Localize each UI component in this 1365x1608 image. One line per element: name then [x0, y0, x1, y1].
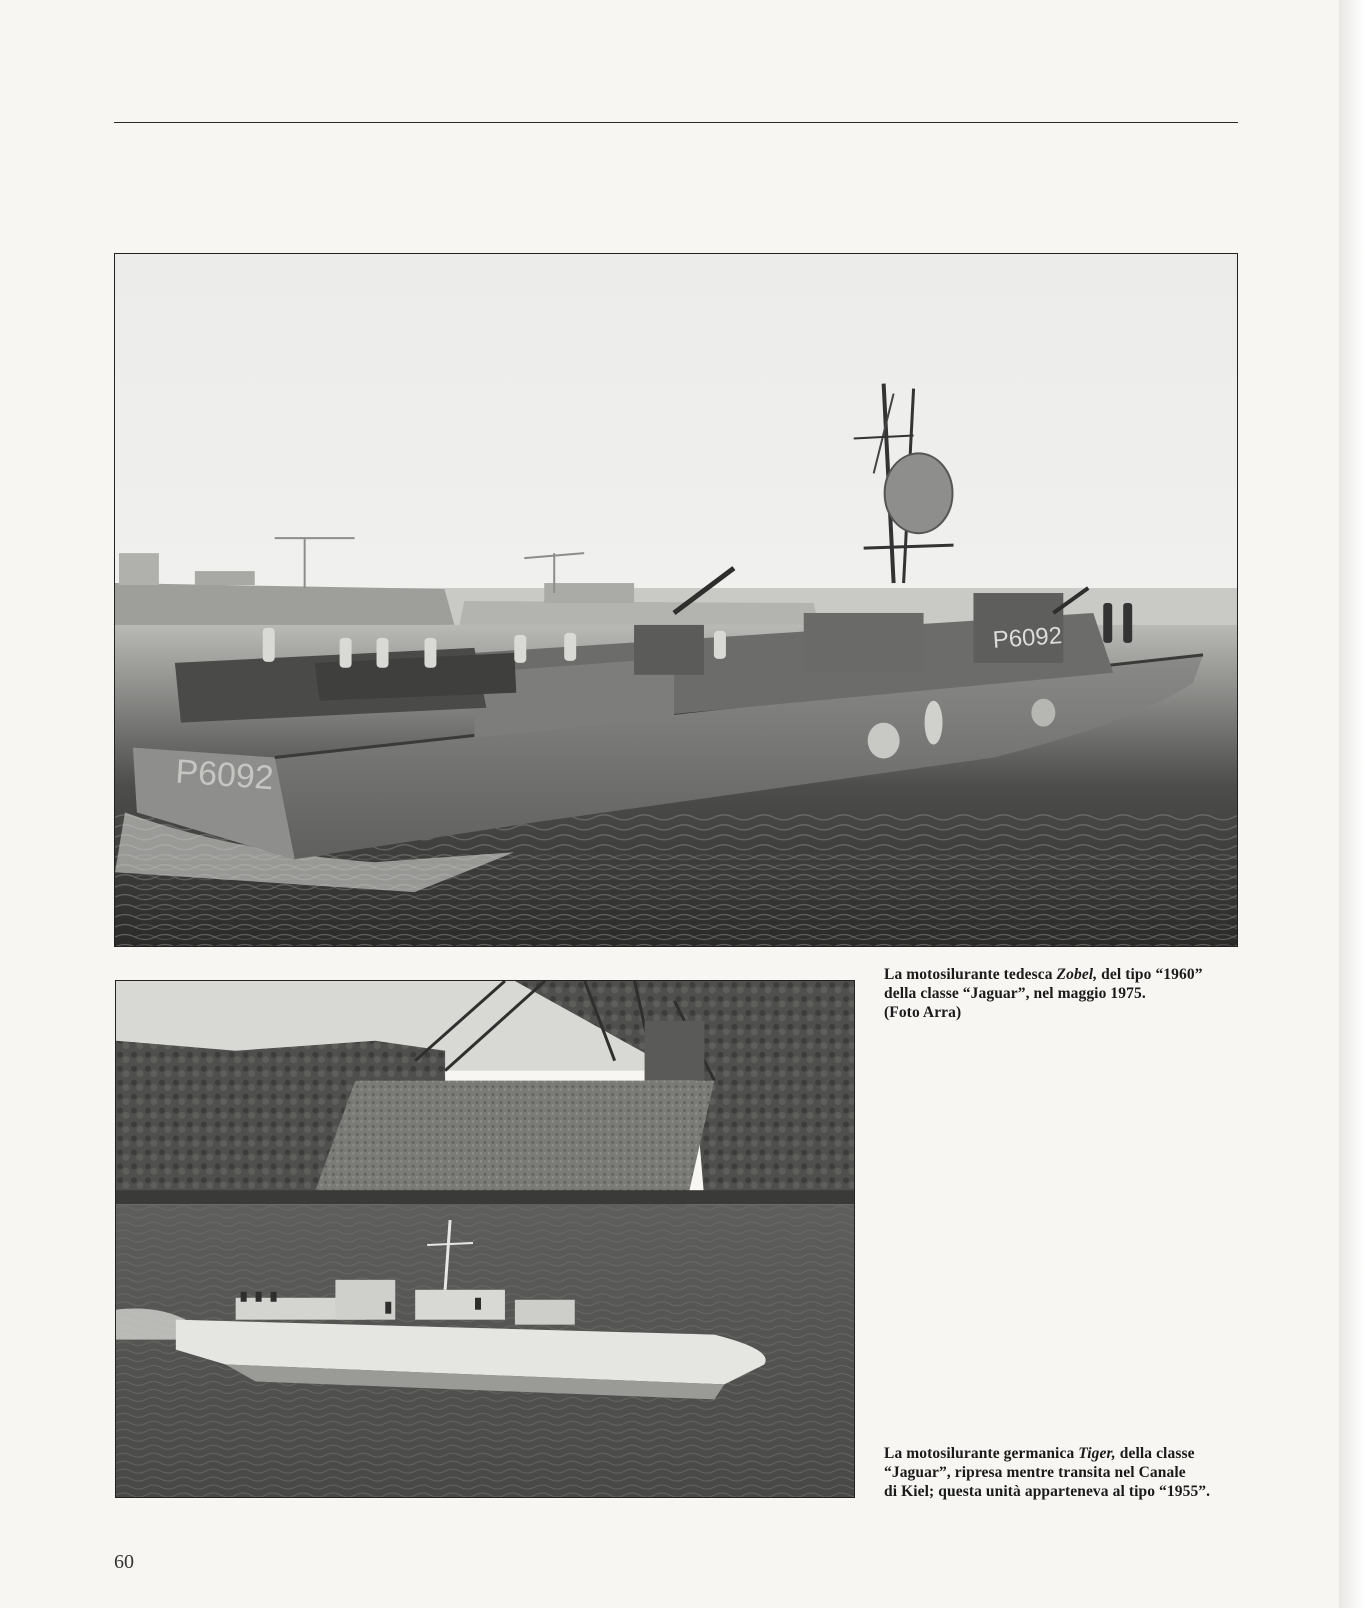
- caption-zobel-line-3: (Foto Arra): [884, 1004, 962, 1021]
- photo-tiger: [115, 980, 855, 1498]
- caption-tiger: [884, 1444, 1244, 1501]
- caption-tiger-line-1: [884, 1444, 1244, 1463]
- caption-text: La motosilurante germanica: [884, 1445, 1079, 1462]
- caption-text: La motosilurante tedesca: [884, 966, 1057, 983]
- caption-tiger-line-2: “Jaguar”, ripresa mentre transita nel Canale: [884, 1464, 1186, 1481]
- header-rule: [114, 122, 1238, 123]
- page-edge-shadow: [1339, 0, 1365, 1608]
- caption-zobel-line-2: della classe “Jaguar”, nel maggio 1975.: [884, 985, 1146, 1002]
- caption-zobel-line-1: [884, 965, 1244, 984]
- photo-zobel-image: [115, 254, 1237, 946]
- page-number: 60: [114, 1551, 134, 1573]
- hull-marking-bridge: P6092: [991, 622, 1063, 654]
- caption-zobel: [884, 965, 1244, 1022]
- caption-text: della classe: [1115, 1445, 1195, 1462]
- ship-name-tiger: Tiger,: [1078, 1445, 1116, 1462]
- ship-name-zobel: Zobel,: [1056, 966, 1098, 983]
- photo-zobel: [114, 253, 1238, 947]
- caption-tiger-line-3: di Kiel; questa unità apparteneva al tipo “1955”.: [884, 1483, 1211, 1500]
- hull-marking-stern: P6092: [174, 752, 275, 798]
- caption-text: del tipo “1960”: [1097, 966, 1203, 983]
- photo-tiger-image: [116, 981, 854, 1497]
